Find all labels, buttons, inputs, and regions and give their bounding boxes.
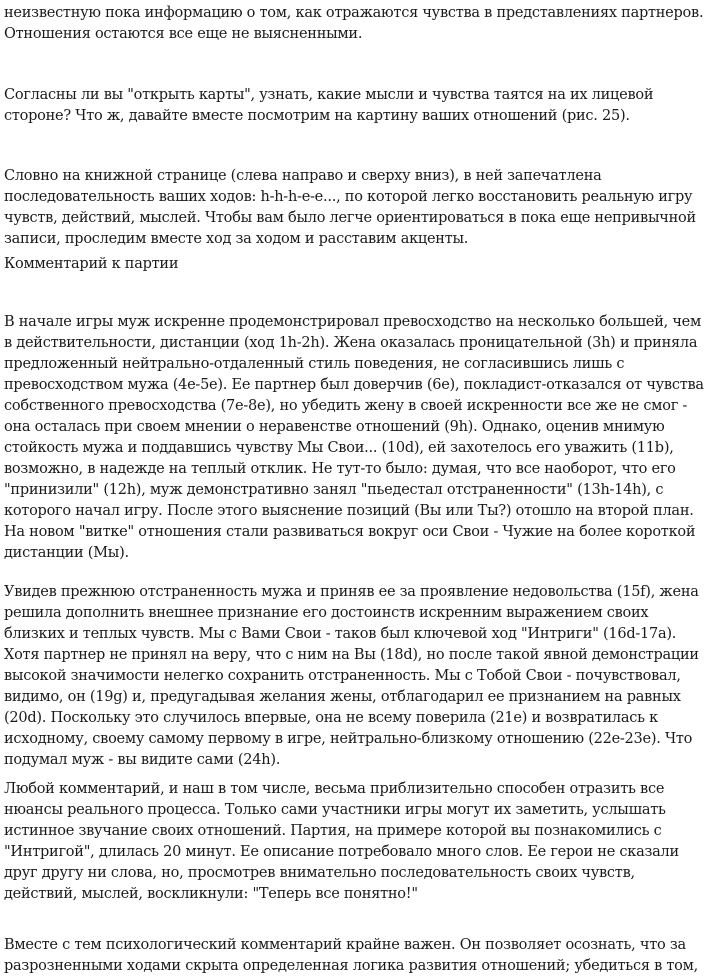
text-line: стойкость мужа и поддавшись чувству Мы Свои... (10d), ей захотелось его уважить (11b), — [4, 440, 674, 456]
text-line: Любой комментарий, и наш в том числе, весьма приблизительно способен отразить все — [4, 781, 665, 797]
text-line: "Интригой", длилась 20 минут. Ее описание потребовало много слов. Ее герои не сказали — [4, 844, 679, 860]
text-line: действий, мыслей, воскликнули: "Теперь все понятно!" — [4, 886, 418, 902]
text-line: собственного превосходства (7e-8e), но убедить жену в своей искренности все же не смог - — [4, 398, 688, 414]
text-line: в действительности, дистанции (ход 1h-2h). Жена оказалась проницательной (3h) и приняла — [4, 335, 698, 351]
text-line: друг другу ни слова, но, просмотрев внимательно последовательность своих чувств, — [4, 865, 635, 881]
text-line: Вместе с тем психологический комментарий крайне важен. Он позволяет осознать, что за — [4, 937, 686, 953]
text-line: На новом "витке" отношения стали развиваться вокруг оси Свои - Чужие на более короткой — [4, 524, 696, 540]
text-line: она осталась при своем мнении о неравенстве отношений (9h). Однако, оценив мнимую — [4, 419, 665, 435]
text-line: близких и теплых чувств. Мы с Вами Свои - таков был ключевой ход "Интриги" (16d-17a). — [4, 626, 677, 642]
text-line: В начале игры муж искренне продемонстрировал превосходство на несколько большей, чем — [4, 314, 702, 330]
text-line: чувств, действий, мыслей. Чтобы вам было легче ориентироваться в пока еще непривычной — [4, 210, 696, 226]
text-line: разрозненными ходами скрыта определенная логика развития отношений; убедиться в том, — [4, 958, 698, 974]
text-line: записи, проследим вместе ход за ходом и расставим акценты. — [4, 231, 469, 247]
text-line: возможно, в надежде на теплый отклик. Не тут-то было: думая, что все наоборот, что его — [4, 461, 676, 477]
text-line: решила дополнить внешнее признание его достоинств искренним выражением своих — [4, 605, 649, 621]
text-line: видимо, он (19g) и, предугадывая желания жены, отблагодарил ее признанием на равных — [4, 689, 681, 705]
text-line: стороне? Что ж, давайте вместе посмотрим на картину ваших отношений (рис. 25). — [4, 108, 630, 124]
text-line: "принизили" (12h), муж демонстративно занял "пьедестал отстраненности" (13h-14h), с — [4, 482, 664, 498]
text-line: Согласны ли вы "открыть карты", узнать, какие мысли и чувства таятся на их лицевой — [4, 87, 654, 103]
text-line: высокой значимости нелегко сохранить отстраненность. Мы с Тобой Свои - почувствовал, — [4, 668, 681, 684]
text-line: дистанции (Мы). — [4, 545, 129, 561]
text-line: исходному, своему самому первому в игре, нейтрально-близкому отношению (22e-23e). Что — [4, 731, 693, 747]
text-line: Отношения остаются все еще не выясненными. — [4, 26, 363, 42]
text-line: предложенный нейтрально-отдаленный стиль поведения, не согласившись лишь с — [4, 356, 625, 372]
text-line: истинное звучание своих отношений. Партия, на примере которой вы познакомились с — [4, 823, 662, 839]
text-line: неизвестную пока информацию о том, как отражаются чувства в представлениях партнеров. — [4, 5, 704, 21]
text-line: Словно на книжной странице (слева направо и сверху вниз), в ней запечатлена — [4, 168, 602, 184]
text-line: нюансы реального процесса. Только сами участники игры могут их заметить, услышать — [4, 802, 666, 818]
text-line: (20d). Поскольку это случилось впервые, она не всему поверила (21e) и возвратилась к — [4, 710, 658, 726]
text-line: Хотя партнер не принял на веру, что с ним на Вы (18d), но после такой явной демонстрации — [4, 647, 699, 663]
text-line: которого начал игру. После этого выяснение позиций (Вы или Ты?) отошло на второй план. — [4, 503, 694, 519]
text-line: подумал муж - вы видите сами (24h). — [4, 752, 281, 768]
text-line: последовательность ваших ходов: h-h-h-e-e..., по которой легко восстановить реальную игру — [4, 189, 693, 205]
text-line: превосходством мужа (4e-5e). Ее партнер был доверчив (6e), покладист-отказался от чувства — [4, 377, 704, 393]
text-line: Увидев прежнюю отстраненность мужа и приняв ее за проявление недовольства (15f), жена — [4, 584, 699, 600]
text-line: Комментарий к партии — [4, 256, 179, 272]
